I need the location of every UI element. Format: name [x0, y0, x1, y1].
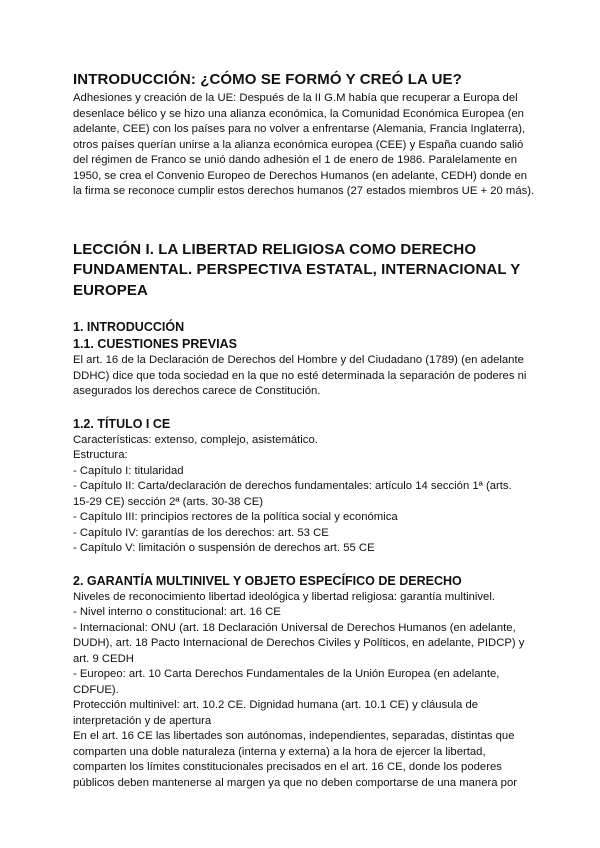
- section-1-2-line: 15-29 CE) sección 2ª (arts. 30-38 CE): [73, 495, 264, 508]
- section-1-1-paragraph: [73, 353, 533, 400]
- section-1-heading: 1. INTRODUCCIÓN: [73, 320, 185, 334]
- intro-heading: INTRODUCCIÓN: ¿CÓMO SE FORMÓ Y CREÓ LA UE?: [73, 71, 462, 88]
- intro-paragraph: [73, 91, 533, 200]
- section-2-line: comparten una doble naturaleza (interna y externa) a la hora de ejercer la libertad,: [73, 745, 486, 758]
- section-2-line: En el art. 16 CE las libertades son autónomas, independientes, separadas, distintas que: [73, 730, 515, 742]
- section-2-paragraph: [73, 590, 533, 792]
- section-2-line: Protección multinivel: art. 10.2 CE. Dignidad humana (art. 10.1 CE) y cláusula de: [73, 699, 479, 711]
- lesson-title-line: EUROPEA: [73, 281, 148, 299]
- intro-line: adelante, CEE) con los países para no volver a enfrentarse (Alemania, Francia Inglaterra),: [73, 123, 526, 135]
- section-2-line: DUDH), art. 18 Pacto Internacional de Derechos Civiles y Políticos, en adelante, PIDCP) y: [73, 637, 525, 649]
- section-2-line: - Europeo: art. 10 Carta Derechos Fundamentales de la Unión Europea (en adelante,: [73, 668, 500, 680]
- intro-line: Adhesiones y creación de la UE: Después de la II G.M había que recuperar a Europa del: [73, 92, 518, 104]
- section-1-1-line: El art. 16 de la Declaración de Derechos del Hombre y del Ciudadano (1789) (en adelante: [73, 354, 524, 366]
- section-1-2-line: - Capítulo V: limitación o suspensión de derechos art. 55 CE: [73, 542, 375, 554]
- intro-line: desenlace bélico y se hizo una alianza económica, la Comunidad Económica Europea (en: [73, 107, 524, 120]
- lesson-title: [73, 240, 533, 302]
- section-1-2-line: - Capítulo II: Carta/declaración de derechos fundamentales: artículo 14 sección 1ª (arts.: [73, 480, 512, 492]
- section-1-2-line: - Capítulo I: titularidad: [73, 464, 184, 477]
- section-1-1-heading: 1.1. CUESTIONES PREVIAS: [73, 337, 237, 351]
- intro-line: la firma se reconoce cumplir estos derechos humanos (27 estados miembros UE + 20 más).: [73, 185, 535, 197]
- section-1-2-line: - Capítulo III: principios rectores de la política social y económica: [73, 511, 398, 523]
- intro-line: otros países querían unirse a la alianza económica europea (CEE) y España cuando salió: [73, 138, 524, 151]
- section-2-heading: 2. GARANTÍA MULTINIVEL Y OBJETO ESPECÍFICO DE DERECHO: [73, 573, 462, 588]
- section-1-1-line: asegurados los derechos carece de Constitución.: [73, 385, 321, 397]
- intro-line: 1950, se crea el Convenio Europeo de Derechos Humanos (en adelante, CEDH) donde en: [73, 169, 528, 182]
- section-1-1-line: DDHC) dice que toda sociedad en la que no esté determinada la separación de poderes ni: [73, 369, 527, 382]
- lesson-title-line: FUNDAMENTAL. PERSPECTIVA ESTATAL, INTERNACIONAL Y: [73, 261, 521, 278]
- intro-line: del régimen de Franco se unió dando adhesión el 1 de enero de 1986. Paralelamente en: [73, 154, 518, 166]
- section-2-line: - Internacional: ONU (art. 18 Declaración Universal de Derechos Humanos (en adelante,: [73, 621, 516, 634]
- section-2-line: Niveles de reconocimiento libertad ideológica y libertad religiosa: garantía multinivel.: [73, 590, 495, 603]
- section-2-line: - Nivel interno o constitucional: art. 16 CE: [73, 606, 281, 618]
- section-2-line: públicos deben mantenerse al margen ya que no deben comportarse de una manera por: [73, 776, 518, 789]
- section-1-2-paragraph: [73, 433, 533, 557]
- section-2-line: comparten los límites constitucionales precisados en el art. 16 CE, donde los poderes: [73, 761, 502, 773]
- section-1-2-line: - Capítulo IV: garantías de los derechos: art. 53 CE: [73, 526, 329, 539]
- section-2-line: art. 9 CEDH: [73, 652, 134, 665]
- section-1-2-heading: 1.2. TÍTULO I CE: [73, 416, 171, 431]
- section-1-2-line: Estructura:: [73, 449, 128, 461]
- lesson-title-line: LECCIÓN I. LA LIBERTAD RELIGIOSA COMO DERECHO: [73, 240, 477, 258]
- section-2-line: CDFUE).: [73, 683, 119, 696]
- section-2-line: interpretación y de apertura: [73, 714, 212, 727]
- document-page: [73, 70, 533, 791]
- section-1-2-line: Características: extenso, complejo, asistemático.: [73, 433, 318, 446]
